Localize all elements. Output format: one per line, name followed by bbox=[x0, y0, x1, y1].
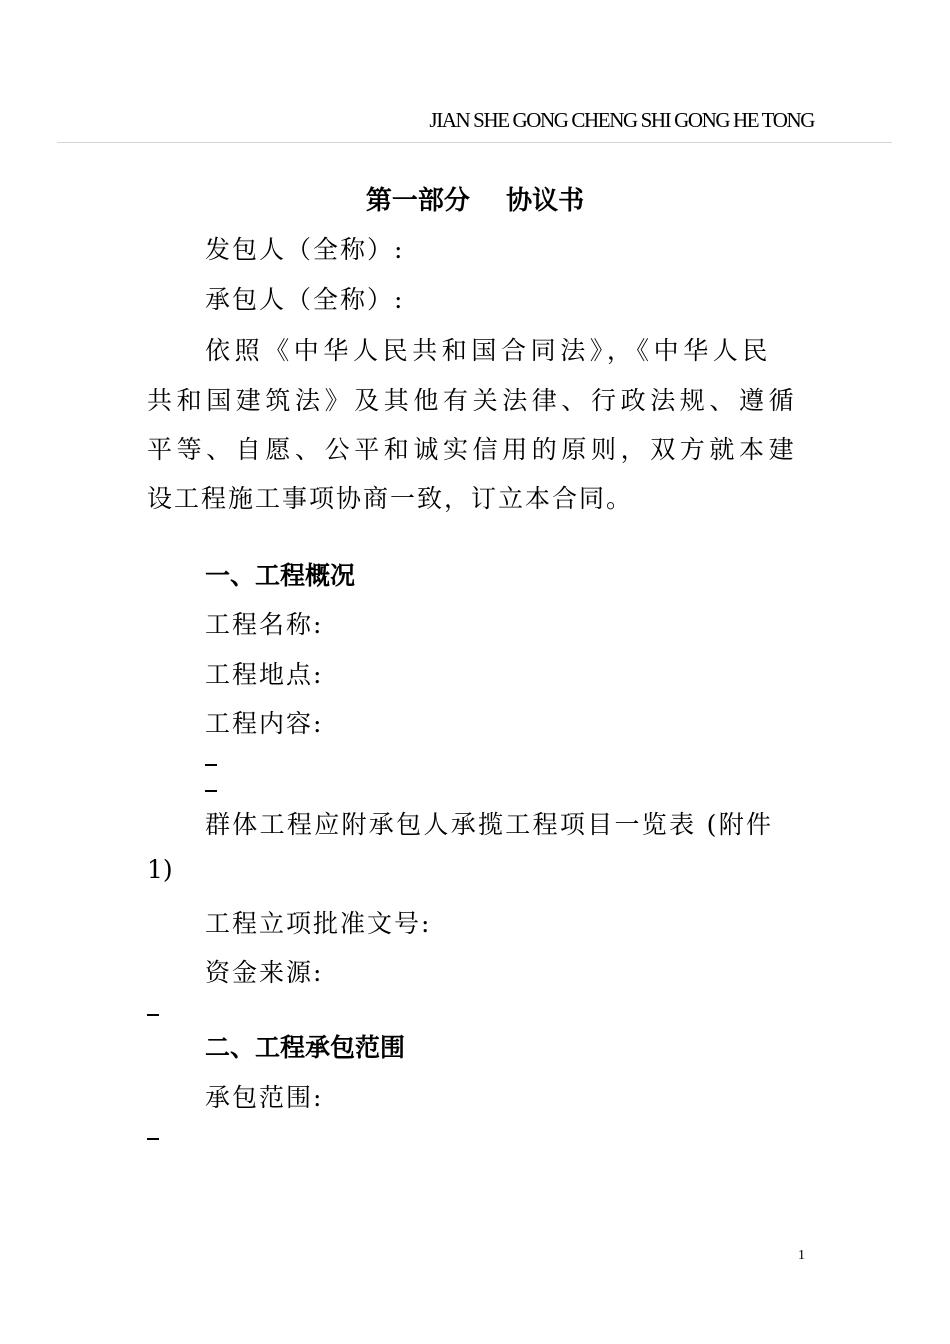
scope-label: 承包范围: bbox=[205, 1083, 324, 1112]
header-divider bbox=[57, 142, 892, 143]
project-name-label: 工程名称: bbox=[205, 610, 324, 639]
section-1-heading: 一、工程概况 bbox=[205, 561, 356, 590]
intro-line-4: 设工程施工事项协商一致，订立本合同。 bbox=[147, 484, 634, 513]
blank-line-mark bbox=[205, 764, 217, 766]
page-number: 1 bbox=[798, 1248, 805, 1263]
approval-number-label: 工程立项批准文号: bbox=[205, 909, 432, 938]
blank-line-mark bbox=[147, 1014, 159, 1016]
document-title: 第一部分 协议书 bbox=[365, 186, 585, 216]
section-2-heading: 二、工程承包范围 bbox=[205, 1033, 406, 1062]
blank-line-mark bbox=[205, 790, 217, 792]
blank-line-mark bbox=[147, 1138, 159, 1140]
group-project-note-line-2: 1) bbox=[147, 855, 173, 884]
running-header: JIAN SHE GONG CHENG SHI GONG HE TONG bbox=[429, 108, 814, 132]
project-content-label: 工程内容: bbox=[205, 709, 324, 738]
funding-source-label: 资金来源: bbox=[205, 958, 324, 987]
intro-line-2: 共和国建筑法》及其他有关法律、行政法规、遵循 bbox=[147, 386, 799, 415]
intro-line-3: 平等、自愿、公平和诚实信用的原则，双方就本建 bbox=[147, 435, 799, 464]
employer-label: 发包人（全称）: bbox=[205, 235, 405, 264]
project-location-label: 工程地点: bbox=[205, 660, 324, 689]
contractor-label: 承包人（全称）: bbox=[205, 285, 405, 314]
group-project-note-line-1: 群体工程应附承包人承揽工程项目一览表 (附件 bbox=[205, 810, 774, 839]
intro-line-1: 依照《中华人民共和国合同法》，《中华人民 bbox=[205, 336, 773, 365]
